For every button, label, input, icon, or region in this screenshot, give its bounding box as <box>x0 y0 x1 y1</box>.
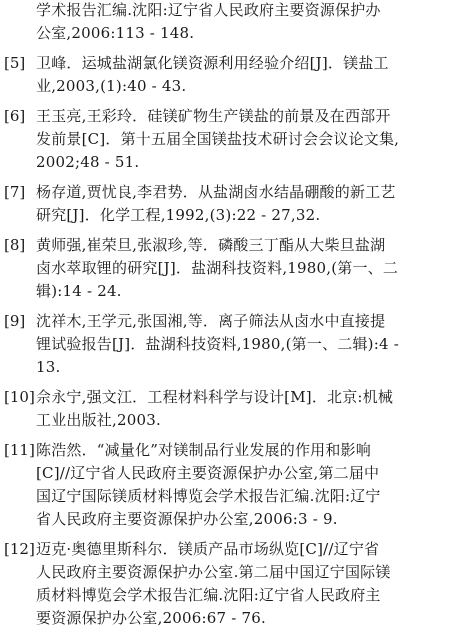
reference-entry <box>0 386 458 432</box>
reference-number: [8] <box>4 236 26 254</box>
reference-number: [7] <box>4 183 26 201</box>
reference-text-line: 业,2003,(1):40 - 43. <box>36 77 187 95</box>
reference-text-line: 卤水萃取锂的研究[J]．盐湖科技资料,1980,(第一、二 <box>36 259 399 277</box>
reference-text-line: 陈浩然．“减量化”对镁制品行业发展的作用和影响 <box>36 441 371 459</box>
reference-text-line: 公室,2006:113 - 148. <box>36 24 195 42</box>
reference-text-line: 13. <box>36 358 61 376</box>
reference-text-line: 杨存道,贾忧良,李君势．从盐湖卤水结晶硼酸的新工艺 <box>36 183 396 201</box>
reference-entry <box>0 310 458 379</box>
reference-number: [11] <box>4 441 35 459</box>
reference-text-line: 沈祥木,王学元,张国湘,等．离子筛法从卤水中直接提 <box>36 312 386 330</box>
reference-text-line: [C]//辽宁省人民政府主要资源保护办公室,第二届中 <box>36 464 380 482</box>
reference-text-line: 锂试验报告[J]．盐湖科技资料,1980,(第一、二辑):4 - <box>36 335 399 353</box>
reference-text-line: 2002;48 - 51. <box>36 153 140 171</box>
reference-text-line: 研究[J]．化学工程,1992,(3):22 - 27,32. <box>36 206 321 224</box>
reference-text-line: 国辽宁国际镁质材料博览会学术报告汇编.沈阳:辽宁 <box>36 487 381 505</box>
reference-text-line: 佘永宁,强文江．工程材料科学与设计[M]．北京:机械 <box>36 388 394 406</box>
reference-text-line: 辑):14 - 24. <box>36 282 122 300</box>
reference-entry <box>0 181 458 227</box>
reference-entry <box>0 105 458 174</box>
reference-entry <box>0 538 458 630</box>
reference-text-line: 要资源保护办公室,2006:67 - 76. <box>36 609 266 627</box>
reference-number: [10] <box>4 388 35 406</box>
reference-text-line: 黄师强,崔荣旦,张淑珍,等．磷酸三丁酯从大柴旦盐湖 <box>36 236 386 254</box>
reference-text-line: 质材料博览会学术报告汇编.沈阳:辽宁省人民政府主 <box>36 586 381 604</box>
reference-text-line: 迈克·奥德里斯科尔．镁质产品市场纵览[C]//辽宁省 <box>36 540 380 558</box>
reference-entry <box>0 52 458 98</box>
reference-text-line: 工业出版社,2003. <box>36 411 161 429</box>
reference-number: [9] <box>4 312 26 330</box>
reference-text-line: 省人民政府主要资源保护办公室,2006:3 - 9. <box>36 510 338 528</box>
reference-text-line: 人民政府主要资源保护办公室.第二届中国辽宁国际镁 <box>36 563 391 581</box>
reference-number: [12] <box>4 540 35 558</box>
reference-text-line: 学术报告汇编.沈阳:辽宁省人民政府主要资源保护办 <box>36 1 381 19</box>
reference-number: [6] <box>4 107 26 125</box>
reference-entry <box>0 234 458 303</box>
reference-text-line: 王玉亮,王彩玲．硅镁矿物生产镁盐的前景及在西部开 <box>36 107 391 125</box>
reference-entry <box>0 0 458 45</box>
reference-text-line: 卫峰．运城盐湖氯化镁资源利用经验介绍[J]．镁盐工 <box>36 54 389 72</box>
reference-number: [5] <box>4 54 26 72</box>
reference-text-line: 发前景[C]．第十五届全国镁盐技术研讨会会议论文集, <box>36 130 400 148</box>
reference-entry <box>0 439 458 531</box>
